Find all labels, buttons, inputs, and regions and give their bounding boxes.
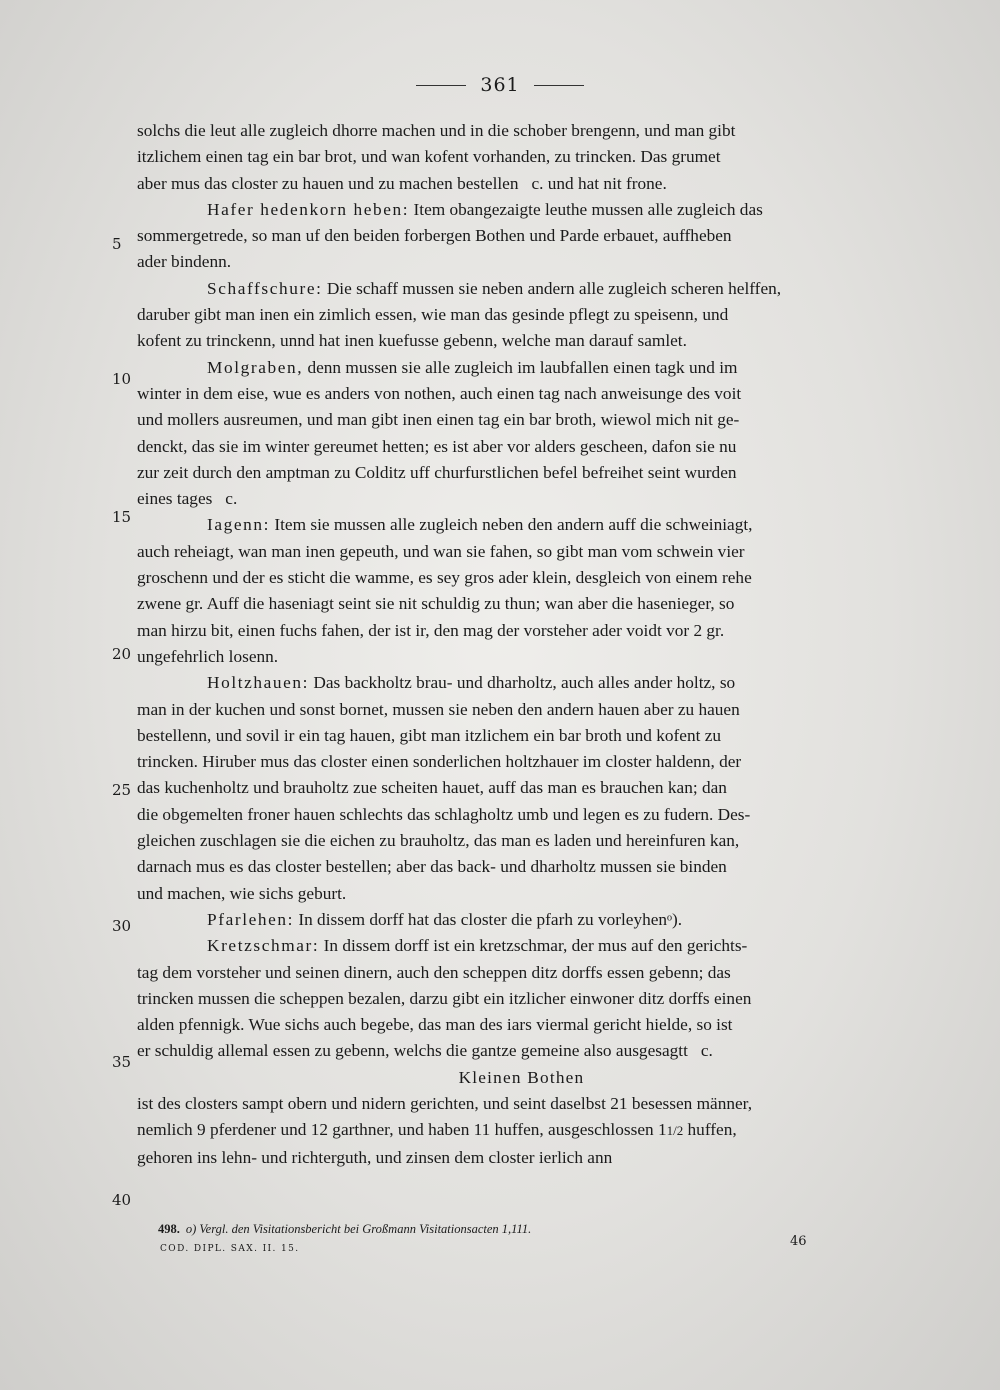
line-number: 15 [112, 508, 132, 526]
line-number: 5 [112, 235, 122, 253]
line-number: 20 [112, 645, 132, 663]
line-number: 30 [112, 917, 132, 935]
paragraph: Pfarlehen: In dissem dorff hat das closter die pfarh zu vorleyhenᵒ). [207, 909, 683, 929]
paragraph: Schaffschure: Die schaff mussen sie neben andern alle zugleich scheren helffen, daruber gibt man inen ein zimlich essen, wie man das gesinde pflegt zu speisenn, und kofent zu trinckenn, unnd hat inen kuefusse gebenn, welche man darauf samlet. [137, 278, 782, 351]
section-lead: Holtzhauen: [207, 673, 310, 693]
paragraph: Kretzschmar: In dissem dorff ist ein kretzschmar, der mus auf den gerichts- tag dem vorsteher und seinen dinern, auch den scheppen ditz dorffs essen gebenn; das trincken mussen die scheppen bezalen, darzu gibt ein itzlicher einwoner ditz dorffs einen alden pfennigk. Wue sichs auch begebe, das man des iars viermal gericht hielde, so ist er schuldig allemal essen zu gebenn, welchs die gantze gemeine also ausgesagtt c. [137, 936, 752, 1061]
line-number: 25 [112, 781, 132, 799]
header-rule-right [534, 85, 584, 86]
paragraph: ist des closters sampt obern und nidern gerichten, und seint daselbst 21 besessen männer, nemlich 9 pferdener und 12 garthner, und haben 11 huffen, ausgeschlossen 11/2 huffen, gehoren ins lehn- und richterguth, und zinsen dem closter ierlich ann [137, 1093, 753, 1167]
paragraph: solchs die leut alle zugleich dhorre machen und in die schober brengenn, und man gibt itzlichem einen tag ein bar brot, und wan kofent vorhanden, zu trincken. Das grumet aber mus das closter zu hauen und zu machen bestellen c. und hat nit frone. [137, 121, 736, 193]
section-heading: Kleinen Bothen [458, 1067, 585, 1087]
header-rule-left [416, 85, 466, 86]
line-number: 35 [112, 1053, 132, 1071]
sheet-number: 46 [790, 1234, 807, 1249]
section-lead: Pfarlehen: [207, 909, 295, 929]
footnote-number: 498. [158, 1222, 180, 1236]
section-lead: Molgraben, [207, 357, 304, 377]
fraction: 1/2 [666, 1123, 684, 1139]
line-number: 10 [112, 370, 132, 388]
footnote-text: o) Vergl. den Visitationsbericht bei Großmann Visitationsacten 1,111. [185, 1222, 532, 1236]
page-number: 361 [480, 74, 520, 96]
paragraph: Holtzhauen: Das backholtz brau- und dharholtz, auch alles ander holtz, so man in der kuchen und sonst bornet, mussen sie neben den andern hauen aber zu hauen bestellenn, und sovil ir ein tag hauen, gibt man itzlichem ein bar broth und kofent zu trincken. Hiruber mus das closter einen sonderlichen holtzhauer im closter haldenn, der das kuchenholtz und brauholtz zue scheiten hauet, auff das man es brauchen kan; dan die obgemelten froner hauen schlechts das schlagholtz umb und legen es zu fudern. Des- gleichen zuschlagen sie die eichen zu brauholtz, das man es laden und hereinfuren kan, darnach mus es das closter bestellen; aber das back- und dharholtz mussen sie binden und machen, wie sichs geburt. [137, 673, 751, 903]
section-lead: Iagenn: [207, 515, 271, 535]
signature-mark: COD. DIPL. SAX. II. 15. [160, 1244, 300, 1254]
section-lead: Kretzschmar: [207, 936, 320, 956]
page-header [0, 74, 1000, 96]
section-lead: Hafer hedenkorn heben: [207, 199, 410, 219]
section-lead: Schaffschure: [207, 278, 323, 298]
paragraph: Molgraben, denn mussen sie alle zugleich im laubfallen einen tagk und im winter in dem eise, wue es anders von nothen, auch einen tag nach anweisunge des voit und mollers ausreumen, und man gibt inen einen tag ein bar broth, wiewol mich nit ge- denckt, das sie im winter gereumet hetten; es ist aber vor alders gescheen, dafon sie nu zur zeit durch den amptman zu Colditz uff churfurstlichen befel befreihet seint wurden eines tages c. [137, 357, 742, 509]
paragraph: Iagenn: Item sie mussen alle zugleich neben den andern auff die schweiniagt, auch reheiagt, wan man inen gepeuth, und wan sie fahen, so gibt man vom schwein vier groschenn und der es sticht die wamme, es sey gros ader klein, desgleich von einem rehe zwene gr. Auff die haseniagt seint sie nit schuldig zu thun; wan aber die hasenieger, so man hirzu bit, einen fuchs fahen, der ist ir, den mag der vorsteher ader voidt vor 2 gr. ungefehrlich losenn. [137, 515, 753, 666]
body-text [137, 118, 906, 1171]
footnote [158, 1222, 858, 1237]
line-number: 40 [112, 1191, 132, 1209]
paragraph: Hafer hedenkorn heben: Item obangezaigte leuthe mussen alle zugleich das sommergetrede, so man uf den beiden forbergen Bothen und Parde erbauet, auffheben ader bindenn. [137, 199, 763, 272]
